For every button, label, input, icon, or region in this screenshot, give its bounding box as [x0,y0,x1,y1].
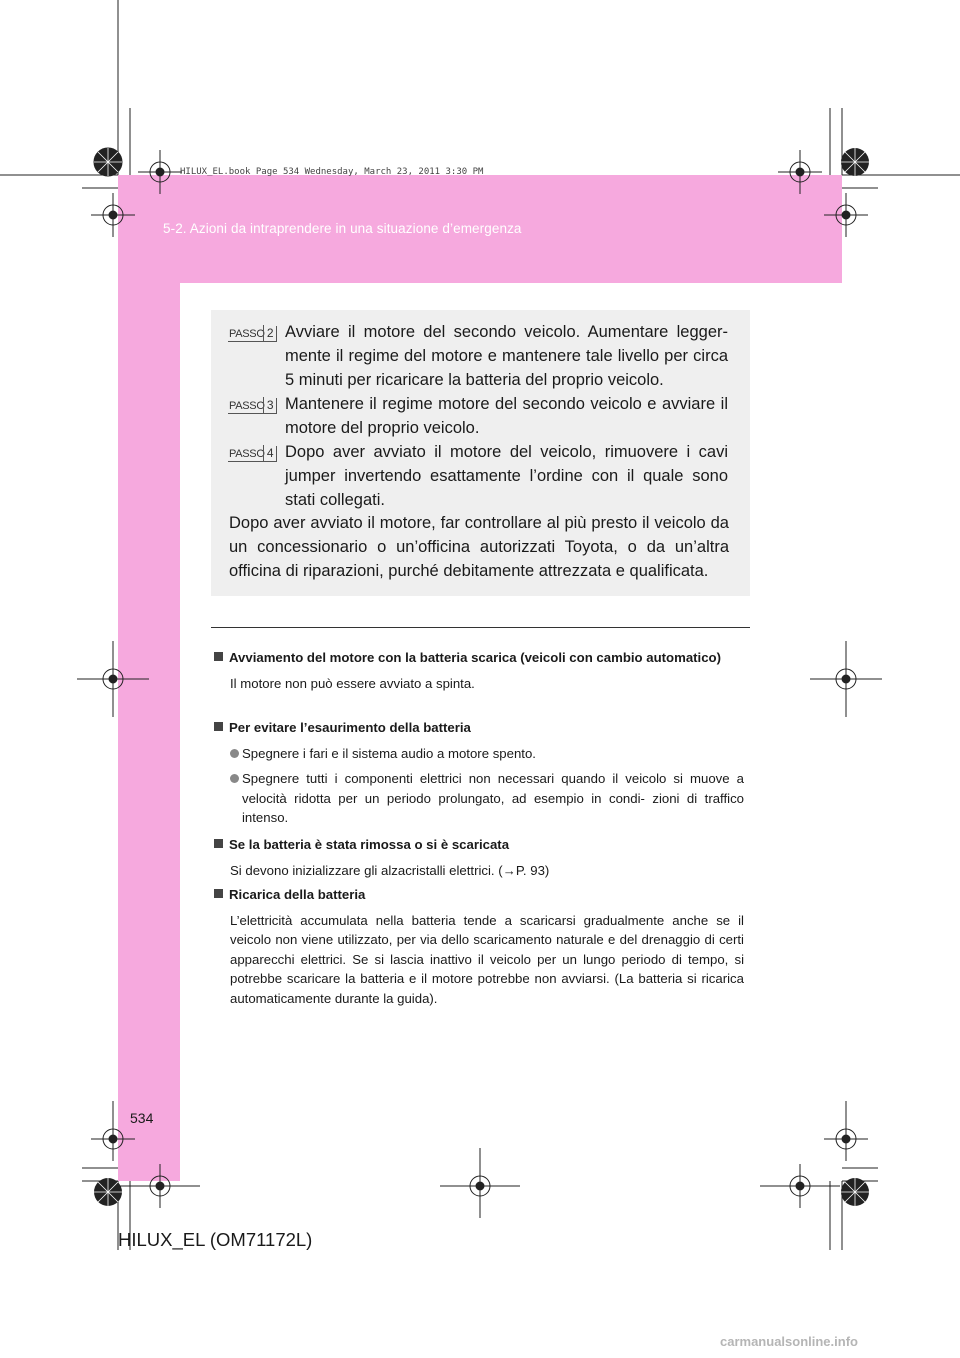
page-number: 534 [130,1110,154,1126]
section-title: 5-2. Azioni da intraprendere in una situazione d’emergenza [163,221,522,236]
step-text: Dopo aver avviato il motore del veicolo, rimuovere i cavi jumper invertendo esattamente l’ordine con il quale sono stati collegati. [285,443,728,509]
watermark: carmanualsonline.info [720,1334,858,1349]
step-badge: PASSO 2 [228,326,277,342]
note-title: Per evitare l’esaurimento della batteria [229,720,471,735]
note-body: L’elettricità accumulata nella batteria tende a scaricarsi gradualmente anche se il veicolo non viene utilizzato, per via dello scaricamento naturale e del drenaggio di certi apparecchi elettrici. Se si lascia inattivo il veicolo per un lungo periodo di tempo, si potrebbe scaricare la batteria e il motore potrebbe non avviarsi. (La batteria si ricarica automaticamente durante la guida). [230,912,744,1006]
print-info: HILUX_EL.book Page 534 Wednesday, March 23, 2011 3:30 PM [180,167,484,177]
note-body: Il motore non può essere avviato a spinta. [230,675,475,691]
note-title: Se la batteria è stata rimossa o si è scaricata [229,837,510,852]
step-badge: PASSO 3 [228,398,277,414]
list-item: Spegnere tutti i componenti elettrici non necessari quando il veicolo si muove a velocità ridotta per un periodo prolungato, ad esempio in condi- zioni di traffico intenso. [214,769,744,828]
step-badge: PASSO 4 [228,446,277,462]
step-text: Mantenere il regime motore del secondo veicolo e avviare il motore del proprio veicolo. [285,395,728,437]
note-title: Ricarica della batteria [229,887,366,902]
footer-code: HILUX_EL (OM71172L) [118,1229,313,1250]
box-paragraph: Dopo aver avviato il motore, far controllare al più presto il veicolo da un concessionario o un’officina autorizzati Toyota, o da un’altra officina di riparazioni, purché debitamente attrezzata e qualificata. [229,514,729,580]
note-title: Avviamento del motore con la batteria scarica (veicoli con cambio automatico) [229,650,721,665]
step-text: Avviare il motore del secondo veicolo. Aumentare legger- mente il regime del motore e mantenere tale livello per circa 5 minuti per ricaricare la batteria del proprio veicolo. [285,323,728,389]
note-body: Si devono inizializzare gli alzacristalli elettrici. (→P. 93) [230,862,550,878]
list-item: Spegnere i fari e il sistema audio a motore spento. [214,744,744,764]
